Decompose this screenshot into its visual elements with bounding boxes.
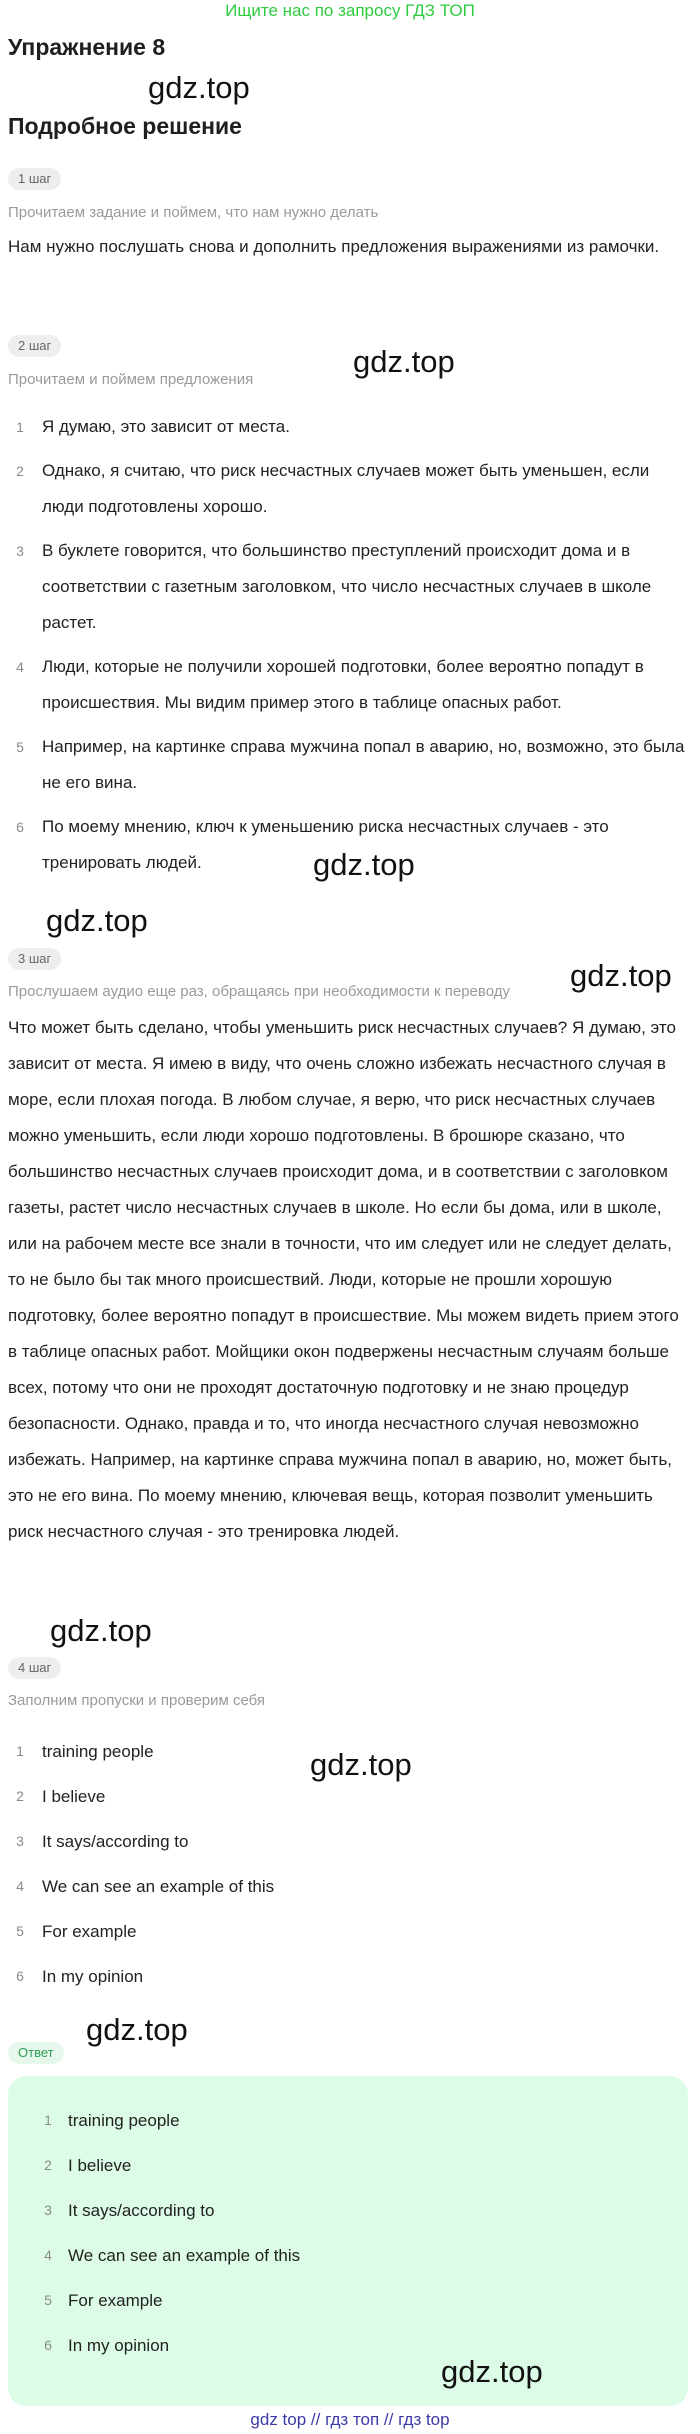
list-item-number: 2 — [16, 1788, 24, 1804]
list-item-number: 2 — [44, 2157, 52, 2173]
sentence-list — [0, 409, 700, 881]
list-item-number: 4 — [44, 2247, 52, 2263]
list-item-text: training people — [68, 2111, 180, 2130]
list-item-number: 4 — [16, 659, 24, 675]
watermark: gdz.top — [570, 958, 672, 993]
list-item-number: 1 — [44, 2112, 52, 2128]
step-badge-1: 1 шаг — [8, 168, 61, 190]
list-item-text: We can see an example of this — [42, 1877, 275, 1896]
list-item-text: В буклете говорится, что большинство преступлений происходит дома и в соответствии с газетным заголовком, что число несчастных случаев в школе растет. — [42, 541, 652, 632]
list-item — [8, 2323, 688, 2368]
list-item-text: We can see an example of this — [68, 2246, 301, 2265]
section-title: Подробное решение — [8, 113, 242, 139]
list-item — [0, 1909, 700, 1954]
list-item — [0, 533, 700, 641]
step-caption-3: Прослушаем аудио еще раз, обращаясь при необходимости к переводу — [8, 983, 510, 1000]
list-item-number: 6 — [16, 819, 24, 835]
list-item — [0, 1819, 700, 1864]
list-item-number: 2 — [16, 463, 24, 479]
list-item — [0, 1864, 700, 1909]
list-item-text: In my opinion — [42, 1967, 144, 1986]
step-badge-4: 4 шаг — [8, 1657, 61, 1679]
watermark: gdz.top — [310, 1747, 412, 1782]
list-item-text: По моему мнению, ключ к уменьшению риска несчастных случаев - это тренировать людей. — [42, 817, 609, 872]
watermark: gdz.top — [441, 2354, 543, 2389]
step-caption-2: Прочитаем и поймем предложения — [8, 371, 254, 388]
watermark: gdz.top — [86, 2012, 188, 2047]
list-item-text: Люди, которые не получили хорошей подготовки, более вероятно попадут в происшествия. Мы видим пример этого в таблице опасных работ. — [42, 657, 644, 712]
step-caption-4: Заполним пропуски и проверим себя — [8, 1692, 266, 1709]
list-item — [8, 2143, 688, 2188]
list-item-number: 5 — [16, 1923, 24, 1939]
step-badge-2: 2 шаг — [8, 335, 61, 357]
watermark: gdz.top — [353, 344, 455, 379]
list-item-number: 1 — [16, 419, 24, 435]
list-item-number: 4 — [16, 1878, 24, 1894]
list-item-number: 6 — [16, 1968, 24, 1984]
watermark: gdz.top — [148, 70, 250, 105]
list-item-number: 1 — [16, 1743, 24, 1759]
list-item — [0, 729, 700, 801]
fill-in-list — [0, 1729, 700, 1999]
step-text-1: Нам нужно послушать снова и дополнить предложения выражениями из рамочки. — [8, 237, 660, 256]
list-item-text: Я думаю, это зависит от места. — [42, 417, 290, 436]
list-item — [0, 1729, 700, 1774]
list-item-number: 5 — [16, 739, 24, 755]
footer-links[interactable]: gdz top // гдз топ // гдз top — [250, 2410, 450, 2429]
list-item-text: I believe — [42, 1787, 106, 1806]
list-item-number: 3 — [44, 2202, 52, 2218]
list-item — [0, 409, 700, 445]
list-item-number: 5 — [44, 2292, 52, 2308]
step-text-3: Что может быть сделано, чтобы уменьшить риск несчастных случаев? Я думаю, это зависит от места. Я имею в виду, что очень сложно избежать несчастного случая в море, если плохая погода. В любом случае, я верю, что риск несчастных случаев можно уменьшить, если люди хорошо подготовлены. В брошюре сказано, что большинство несчастных случаев происходит дома, и в соответствии с заголовком газеты, растет число несчастных случаев в школе. Но если бы дома, или в школе, или на рабочем месте все знали в точности, что им следует или не следует делать, то не было бы так много происшествий. Люди, которые не прошли хорошую подготовку, более вероятно попадут в происшествие. Мы можем видеть прием этого в таблице опасных работ. Мойщики окон подвержены несчастным случаям больше всех, потому что они не проходят достаточную подготовку и не знаю процедур безопасности. Однако, правда и то, что иногда несчастного случая невозможно избежать. Например, на картинке справа мужчина попал в аварию, но, может быть, это не его вина. По моему мнению, ключевая вещь, которая позволит уменьшить риск несчастного случая - это тренировка людей. — [8, 1018, 679, 1541]
list-item — [0, 649, 700, 721]
list-item — [8, 2188, 688, 2233]
list-item-number: 3 — [16, 543, 24, 559]
list-item-text: For example — [68, 2291, 163, 2310]
page-title: Упражнение 8 — [8, 34, 166, 60]
top-search-link[interactable]: Ищите нас по запросу ГДЗ ТОП — [225, 1, 475, 20]
list-item — [8, 2233, 688, 2278]
list-item-text: For example — [42, 1922, 137, 1941]
list-item-text: I believe — [68, 2156, 132, 2175]
list-item-text: Например, на картинке справа мужчина попал в аварию, но, возможно, это была не его вина. — [42, 737, 685, 792]
answer-list — [8, 2098, 688, 2368]
list-item — [0, 1774, 700, 1819]
watermark: gdz.top — [313, 847, 415, 882]
answer-badge: Ответ — [8, 2042, 64, 2064]
step-badge-3: 3 шаг — [8, 948, 61, 970]
watermark: gdz.top — [50, 1613, 152, 1648]
list-item-text: Однако, я считаю, что риск несчастных случаев может быть уменьшен, если люди подготовлены хорошо. — [42, 461, 650, 516]
list-item — [0, 1954, 700, 1999]
list-item-text: It says/according to — [42, 1832, 189, 1851]
list-item — [0, 453, 700, 525]
list-item-text: training people — [42, 1742, 154, 1761]
list-item-text: In my opinion — [68, 2336, 170, 2355]
watermark: gdz.top — [46, 903, 148, 938]
list-item-number: 3 — [16, 1833, 24, 1849]
list-item — [8, 2278, 688, 2323]
step-caption-1: Прочитаем задание и поймем, что нам нужно делать — [8, 204, 379, 221]
list-item-number: 6 — [44, 2337, 52, 2353]
list-item-text: It says/according to — [68, 2201, 215, 2220]
answer-box — [8, 2076, 688, 2406]
list-item — [8, 2098, 688, 2143]
